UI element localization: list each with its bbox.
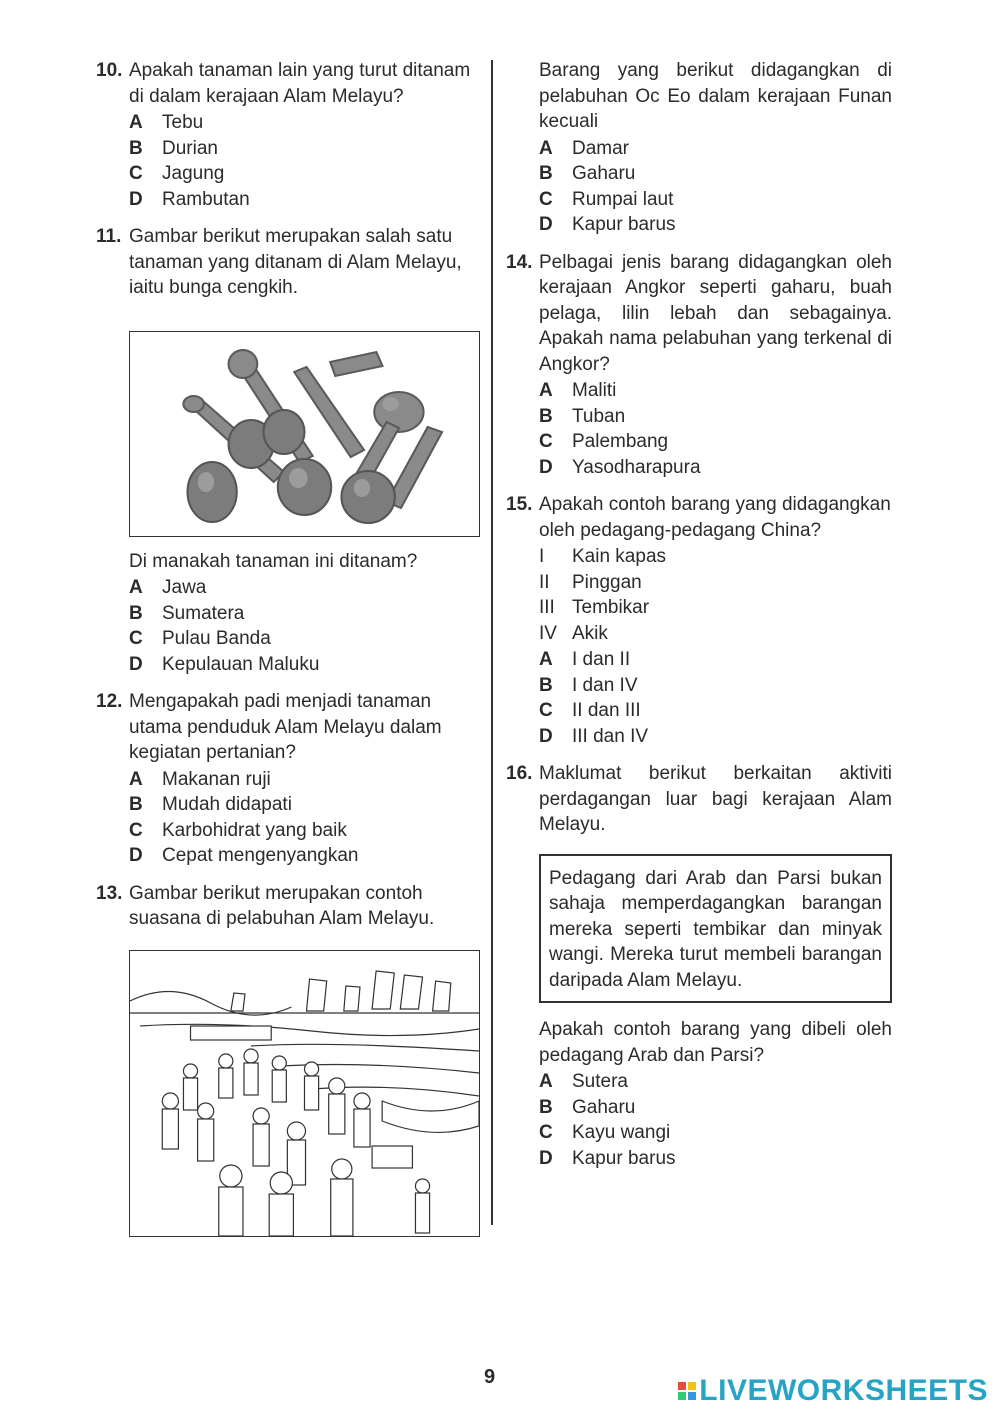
harbour-image (129, 950, 480, 1237)
options-list (539, 378, 892, 480)
option-d[interactable]: D Yasodharapura (539, 456, 701, 478)
question-14 (506, 250, 892, 481)
option-b[interactable]: B Tuban (539, 405, 626, 427)
option-c[interactable]: C Palembang (539, 431, 669, 452)
option-d[interactable]: D III dan IV (539, 725, 649, 747)
column-divider (491, 60, 493, 1225)
logo-square (678, 1392, 686, 1400)
option-a[interactable]: A Damar (539, 137, 630, 159)
option-a[interactable]: A I dan II (539, 649, 631, 670)
harbour-illustration (130, 951, 479, 1236)
option-d[interactable]: D Cepat mengenyangkan (129, 845, 359, 866)
option-d[interactable]: D Kapur barus (539, 1147, 676, 1169)
option-c[interactable]: C Karbohidrat yang baik (129, 819, 347, 841)
question-stem: Gambar berikut merupakan salah satu tanaman yang ditanam di Alam Melayu, iaitu bunga cengkih. (129, 226, 462, 298)
left-column (96, 58, 480, 1261)
question-number: 12. (96, 691, 123, 712)
item-i: I Kain kapas (539, 546, 667, 567)
options-list (129, 110, 480, 212)
question-prompt: Di manakah tanaman ini ditanam? (129, 550, 418, 572)
item-ii: II Pinggan (539, 571, 642, 593)
question-13-continued (506, 58, 892, 238)
option-a[interactable]: A Tebu (129, 112, 204, 133)
question-prompt: Barang yang berikut didagangkan di pelabuhan Oc Eo dalam kerajaan Funan kecuali (539, 60, 892, 132)
option-b[interactable]: B I dan IV (539, 674, 638, 696)
info-box: Pedagang dari Arab dan Parsi bukan sahaja memperdagangkan barangan mereka seperti tembikar dan minyak wangi. Mereka turut membeli barangan daripada Alam Melayu. (539, 854, 892, 1004)
option-d[interactable]: D Kapur barus (539, 214, 676, 235)
right-column (506, 58, 892, 1183)
question-10 (96, 58, 480, 212)
option-d[interactable]: D Rambutan (129, 188, 250, 210)
option-c[interactable]: C Rumpai laut (539, 188, 674, 210)
roman-items-list (539, 544, 892, 646)
liveworksheets-icon (678, 1382, 696, 1400)
clove-illustration (130, 332, 479, 536)
question-stem: Gambar berikut merupakan contoh suasana di pelabuhan Alam Melayu. (129, 882, 435, 929)
options-list (539, 647, 892, 749)
question-stem: Maklumat berikut berkaitan aktiviti perdagangan luar bagi kerajaan Alam Melayu. (539, 763, 892, 835)
question-number: 11. (96, 226, 122, 247)
option-a[interactable]: A Maliti (539, 380, 617, 401)
question-stem: Apakah tanaman lain yang turut ditanam di dalam kerajaan Alam Melayu? (129, 60, 471, 107)
liveworksheets-logo (678, 1374, 988, 1408)
option-a[interactable]: A Makanan ruji (129, 768, 271, 790)
logo-square (688, 1382, 696, 1390)
option-b[interactable]: B Durian (129, 137, 218, 159)
question-prompt: Apakah contoh barang yang dibeli oleh pedagang Arab dan Parsi? (539, 1019, 892, 1066)
logo-square (678, 1382, 686, 1390)
item-iii: III Tembikar (539, 597, 650, 618)
item-iv: IV Akik (539, 622, 608, 644)
option-d[interactable]: D Kepulauan Maluku (129, 653, 320, 675)
question-number: 16. (506, 763, 533, 784)
question-12 (96, 689, 480, 869)
question-number: 13. (96, 882, 123, 904)
question-16 (506, 761, 892, 1171)
option-b[interactable]: B Gaharu (539, 1096, 636, 1118)
page-number: 9 (484, 1366, 496, 1388)
option-b[interactable]: B Sumatera (129, 602, 245, 624)
question-11 (96, 224, 480, 677)
option-a[interactable]: A Jawa (129, 577, 207, 598)
question-13 (96, 881, 480, 1249)
question-stem: Mengapakah padi menjadi tanaman utama penduduk Alam Melayu dalam kegiatan pertanian? (129, 691, 442, 763)
option-a[interactable]: A Sutera (539, 1071, 628, 1092)
option-c[interactable]: C Jagung (129, 163, 225, 184)
question-number: 10. (96, 60, 123, 81)
option-b[interactable]: B Mudah didapati (129, 794, 292, 815)
option-c[interactable]: C Kayu wangi (539, 1122, 671, 1143)
option-c[interactable]: C II dan III (539, 700, 641, 721)
option-c[interactable]: C Pulau Banda (129, 628, 271, 649)
question-number: 14. (506, 251, 533, 273)
option-b[interactable]: B Gaharu (539, 163, 636, 184)
options-list (129, 575, 480, 677)
question-15 (506, 492, 892, 749)
question-stem: Apakah contoh barang yang didagangkan oleh pedagang-pedagang China? (539, 494, 891, 541)
logo-square (688, 1392, 696, 1400)
options-list (539, 136, 892, 238)
options-list (129, 767, 480, 869)
question-stem: Pelbagai jenis barang didagangkan oleh kerajaan Angkor seperti gaharu, buah pelaga, lilin lebah dan sebagainya. Apakah nama pelabuhan yang terkenal di Angkor? (539, 251, 892, 375)
question-number: 15. (506, 494, 533, 515)
clove-image (129, 331, 480, 537)
brand-name: LIVEWORKSHEETS (699, 1374, 988, 1407)
options-list (539, 1069, 892, 1171)
